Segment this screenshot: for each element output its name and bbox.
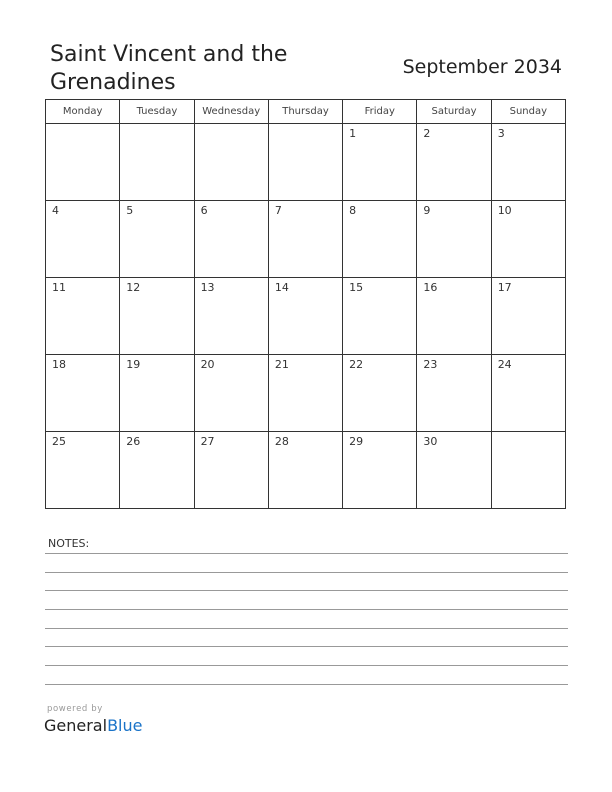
day-number: [46, 124, 119, 127]
weekday-header-row: [46, 100, 566, 124]
empty-day-cell: [120, 124, 194, 201]
day-number: 14: [274, 281, 289, 294]
day-cell: [46, 201, 120, 278]
day-cell: [120, 355, 194, 432]
day-number: 13: [200, 281, 215, 294]
day-number: 20: [200, 358, 215, 371]
day-number: [120, 124, 193, 127]
day-cell: [491, 278, 565, 355]
day-number: 30: [423, 435, 438, 448]
day-number: 8: [349, 204, 357, 217]
note-line: [45, 665, 568, 666]
day-cell: [491, 355, 565, 432]
day-number: 17: [497, 281, 512, 294]
day-cell: [417, 201, 491, 278]
generalblue-logo[interactable]: [44, 716, 142, 735]
day-cell: [417, 432, 491, 509]
note-line: [45, 553, 568, 554]
empty-day-cell: [268, 124, 342, 201]
day-number: 16: [423, 281, 438, 294]
day-cell: [46, 278, 120, 355]
day-cell: [417, 278, 491, 355]
day-cell: [343, 355, 417, 432]
day-number: 1: [349, 127, 357, 140]
week-row: [46, 355, 566, 432]
day-cell: [268, 355, 342, 432]
day-cell: [417, 355, 491, 432]
day-number: 9: [423, 204, 431, 217]
country-title: Saint Vincent and the Grenadines: [50, 42, 288, 95]
day-number: 6: [200, 204, 208, 217]
empty-day-cell: [194, 124, 268, 201]
day-cell: [417, 124, 491, 201]
day-number: 21: [274, 358, 289, 371]
day-number: 26: [126, 435, 141, 448]
day-number: 22: [349, 358, 364, 371]
day-cell: [194, 201, 268, 278]
week-row: [46, 432, 566, 509]
empty-day-cell: [491, 432, 565, 509]
month-year-label: September 2034: [402, 56, 562, 78]
weekday-saturday: Saturday: [417, 100, 491, 124]
day-number: 12: [126, 281, 141, 294]
day-cell: [46, 432, 120, 509]
brand-blue-text: Blue: [107, 716, 143, 735]
day-number: 5: [126, 204, 134, 217]
day-cell: [120, 201, 194, 278]
day-cell: [343, 432, 417, 509]
day-number: 27: [200, 435, 215, 448]
day-cell: [491, 124, 565, 201]
week-row: [46, 124, 566, 201]
day-cell: [120, 432, 194, 509]
calendar-grid: [45, 99, 566, 509]
day-cell: [194, 432, 268, 509]
weekday-friday: Friday: [343, 100, 417, 124]
empty-day-cell: [46, 124, 120, 201]
day-number: 29: [349, 435, 364, 448]
day-cell: [268, 432, 342, 509]
day-number: 28: [274, 435, 289, 448]
day-cell: [491, 201, 565, 278]
note-line: [45, 628, 568, 629]
weekday-sunday: Sunday: [491, 100, 565, 124]
day-number: 15: [349, 281, 364, 294]
note-line: [45, 590, 568, 591]
day-number: 24: [497, 358, 512, 371]
day-number: 2: [423, 127, 431, 140]
day-number: 7: [274, 204, 282, 217]
day-number: 3: [497, 127, 505, 140]
note-line: [45, 609, 568, 610]
day-cell: [343, 201, 417, 278]
note-line: [45, 646, 568, 647]
day-cell: [194, 355, 268, 432]
brand-general-text: General: [44, 716, 108, 735]
day-cell: [343, 124, 417, 201]
day-number: 18: [52, 358, 66, 371]
day-number: 19: [126, 358, 141, 371]
day-number: [195, 124, 268, 127]
note-line: [45, 572, 568, 573]
day-number: [492, 432, 565, 435]
day-number: 10: [497, 204, 512, 217]
weekday-thursday: Thursday: [268, 100, 342, 124]
weekday-tuesday: Tuesday: [120, 100, 194, 124]
day-cell: [268, 278, 342, 355]
day-cell: [268, 201, 342, 278]
week-row: [46, 278, 566, 355]
weekday-monday: Monday: [46, 100, 120, 124]
note-line: [45, 684, 568, 685]
powered-by-text: powered by: [47, 704, 103, 714]
day-number: 25: [52, 435, 66, 448]
day-number: 11: [52, 281, 66, 294]
day-cell: [120, 278, 194, 355]
weekday-wednesday: Wednesday: [194, 100, 268, 124]
day-cell: [194, 278, 268, 355]
day-number: 23: [423, 358, 438, 371]
notes-label: NOTES:: [48, 537, 90, 550]
day-cell: [46, 355, 120, 432]
week-row: [46, 201, 566, 278]
day-cell: [343, 278, 417, 355]
day-number: 4: [52, 204, 59, 217]
day-number: [269, 124, 342, 127]
